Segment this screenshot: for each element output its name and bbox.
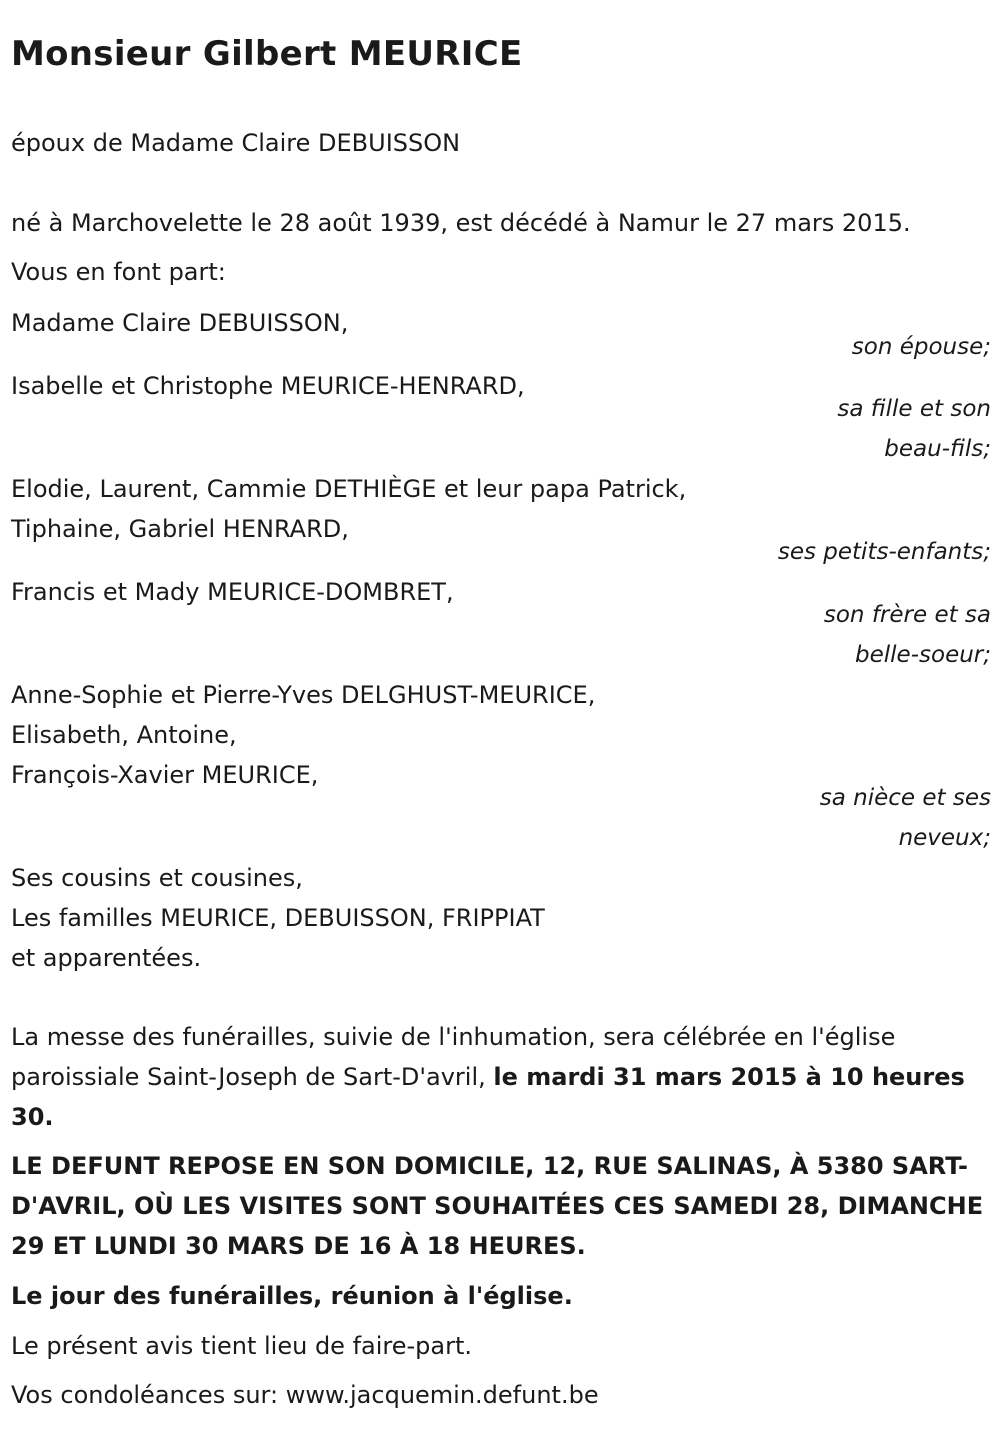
mass-paragraph <box>11 1017 991 1137</box>
family-cousins: Ses cousins et cousines, <box>11 864 303 892</box>
spouse-line: époux de Madame Claire DEBUISSON <box>11 129 461 157</box>
repose-paragraph: LE DEFUNT REPOSE EN SON DOMICILE, 12, RUE SALINAS, À 5380 SART-D'AVRIL, OÙ LES VISITES SONT SOUHAITÉES CES SAMEDI 28, DIMANCHE 29 ET LUNDI 30 MARS DE 16 À 18 HEURES. <box>11 1152 984 1260</box>
family-daughter-name: Isabelle et Christophe MEURICE-HENRARD, <box>11 372 525 400</box>
meeting-line: Le jour des funérailles, réunion à l'église. <box>11 1282 573 1310</box>
family-grandchildren-2: Tiphaine, Gabriel HENRARD, <box>11 515 349 543</box>
family-daughter-relation-2: beau-fils; <box>884 436 991 462</box>
family-grandchildren-relation: ses petits-enfants; <box>777 539 991 565</box>
family-niece-relation-2: neveux; <box>898 825 991 851</box>
family-brother-relation-1: son frère et sa <box>823 602 991 628</box>
family-niece-3: François-Xavier MEURICE, <box>11 761 319 789</box>
mass-date: le mardi 31 mars 2015 à 10 heures 30. <box>11 1063 965 1131</box>
family-niece-relation-1: sa nièce et ses <box>819 785 991 811</box>
birth-death-line: né à Marchovelette le 28 août 1939, est décédé à Namur le 27 mars 2015. <box>11 209 911 237</box>
condolences-line: Vos condoléances sur: www.jacquemin.defunt.be <box>11 1381 599 1409</box>
family-families: Les familles MEURICE, DEBUISSON, FRIPPIAT <box>11 904 545 932</box>
deceased-name: Monsieur Gilbert MEURICE <box>11 34 523 74</box>
family-related: et apparentées. <box>11 944 202 972</box>
intro-line: Vous en font part: <box>11 258 226 286</box>
family-brother-relation-2: belle-soeur; <box>855 642 991 668</box>
mass-text: La messe des funérailles, suivie de l'inhumation, sera célébrée en l'église paroissiale Saint-Joseph de Sart-D'avril, <box>11 1023 896 1091</box>
family-niece-1: Anne-Sophie et Pierre-Yves DELGHUST-MEURICE, <box>11 681 596 709</box>
notice-line: Le présent avis tient lieu de faire-part. <box>11 1332 473 1360</box>
family-grandchildren-1: Elodie, Laurent, Cammie DETHIÈGE et leur papa Patrick, <box>11 475 687 503</box>
family-spouse-relation: son épouse; <box>851 334 991 360</box>
family-spouse-name: Madame Claire DEBUISSON, <box>11 309 349 337</box>
family-brother-name: Francis et Mady MEURICE-DOMBRET, <box>11 578 454 606</box>
family-niece-2: Elisabeth, Antoine, <box>11 721 237 749</box>
family-daughter-relation-1: sa fille et son <box>837 396 991 422</box>
